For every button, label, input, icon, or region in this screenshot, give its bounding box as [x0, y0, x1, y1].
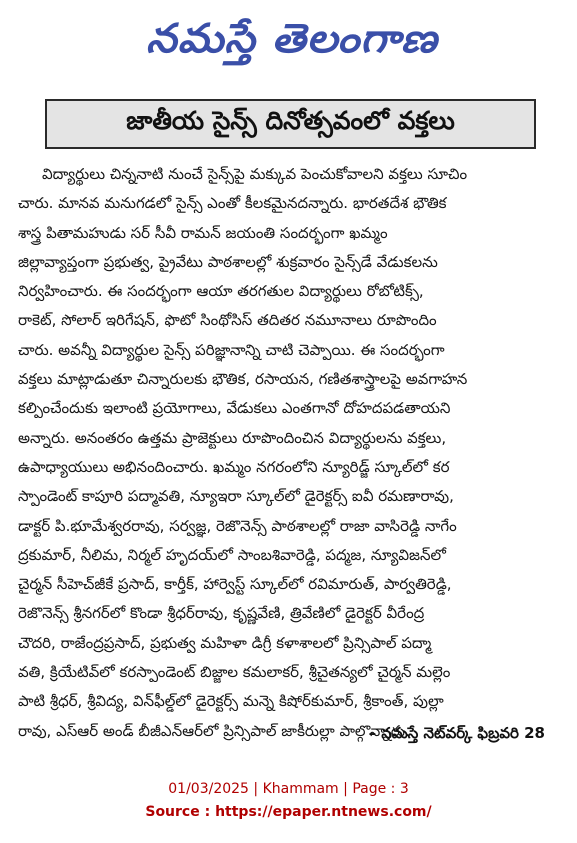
article-line: శాస్త్ర పితామహుడు సర్ సీవీ రామన్ జయంతి సందర్భంగా ఖమ్మం [18, 223, 388, 242]
article-line: అన్నారు. అనంతరం ఉత్తమ ప్రాజెక్టులు రూపొందించిన విద్యార్థులను వక్తలు, [18, 428, 447, 447]
article-line: పాటి శ్రీధర్, శ్రీవిద్య, విన్‌ఫీల్డ్‌లో డైరెక్టర్స్ మన్నె కిషోర్‌కుమార్, శ్రీకాంత్, పుల్లా [18, 692, 444, 711]
article-line: వతి, క్రియేటివ్‌లో కరస్పాండెంట్ బిజ్జాల కమలాకర్, శ్రీచైతన్యలో చైర్మన్ మల్లెం [18, 663, 451, 682]
newspaper-masthead: నమస్తే తెలంగాణ [146, 15, 438, 62]
article-line: చౌదరి, రాజేంద్రప్రసాద్, ప్రభుత్వ మహిళా డిగ్రీ కళాశాలలో ప్రిన్సిపాల్ పద్మా [18, 633, 432, 652]
article-line: కల్పించేందుకు ఇలాంటి ప్రయోగాలు, వేడుకలు ఎంతగానో దోహదపడతాయని [18, 399, 451, 418]
article-line: రెజొనెన్స్ శ్రీనగర్‌లో కొండా శ్రీధర్‌రావు, కృష్ణవేణి, త్రివేణిలో డైరెక్టర్ వీరేంద్ర [18, 604, 425, 623]
headline: జాతీయ సైన్స్ దినోత్సవంలో వక్తలు [126, 106, 455, 135]
footer-source-link[interactable]: Source : https://epaper.ntnews.com/ [145, 804, 432, 820]
article-line: చారు. మానవ మనుగడలో సైన్స్ ఎంతో కీలకమైనదన్నారు. భారతదేశ భౌతిక [18, 194, 447, 213]
article-line: జిల్లావ్యాప్తంగా ప్రభుత్వ, ప్రైవేటు పాఠశాలల్లో శుక్రవారం సైన్స్‌డే వేడుకలను [18, 252, 438, 271]
article-line: ద్రకుమార్, నీలిమ, నిర్మల్ హృదయ్‌లో సాంబశివారెడ్డి, పద్మజ, న్యూవిజన్‌లో [18, 545, 446, 564]
article-line: రాకెట్, సోలార్ ఇరిగేషన్, ఫొటో సింథోసిస్ తదితర నమూనాలు రూపొందిం [18, 311, 437, 330]
byline: – నమస్తే నెట్‌వర్క్ ఫిబ్రవరి 28 [368, 724, 545, 742]
article-line: రావు, ఎస్ఆర్ అండ్ బీజీఎన్ఆర్‌లో ప్రిన్సిపాల్ జాకీరుల్లా పాల్గొన్నారు. [18, 721, 410, 740]
article-line: చారు. అవన్నీ విద్యార్థుల సైన్స్ పరిజ్ఞానాన్ని చాటి చెప్పాయి. ఈ సందర్భంగా [18, 340, 445, 359]
article-line: స్పాండెంట్ కాపూరి పద్మావతి, న్యూఇరా స్కూల్‌లో డైరెక్టర్స్ ఐవీ రమణారావు, [18, 487, 454, 506]
article-line: నిర్వహించారు. ఈ సందర్భంగా ఆయా తరగతుల విద్యార్థులు రోబోటిక్స్, [18, 282, 424, 301]
article-body [18, 160, 556, 746]
article-line: విద్యార్థులు చిన్ననాటి నుంచే సైన్స్‌పై మక్కువ పెంచుకోవాలని వక్తలు సూచిం [42, 165, 468, 183]
article-line: చైర్మన్ సీహెచ్‌జీకే ప్రసాద్, కార్తీక్, హార్వెస్ట్ స్కూల్‌లో రవిమారుత్, పార్వతిరెడ్డి, [18, 575, 452, 594]
article-line: డాక్టర్ పి.భూమేశ్వరరావు, సర్వజ్ఞ, రెజొనెన్స్ పాఠశాలల్లో రాజా వాసిరెడ్డి నాగేం [18, 516, 457, 535]
article-line: వక్తలు మాట్లాడుతూ చిన్నారులకు భౌతిక, రసాయన, గణితశాస్త్రాలపై అవగాహన [18, 370, 468, 389]
headline-box [45, 99, 536, 149]
footer-meta: 01/03/2025 | Khammam | Page : 3 [168, 781, 409, 797]
article-line: ఉపాధ్యాయులు అభినందించారు. ఖమ్మం నగరంలోని న్యూరిడ్జ్ స్కూల్‌లో కర [18, 457, 450, 476]
